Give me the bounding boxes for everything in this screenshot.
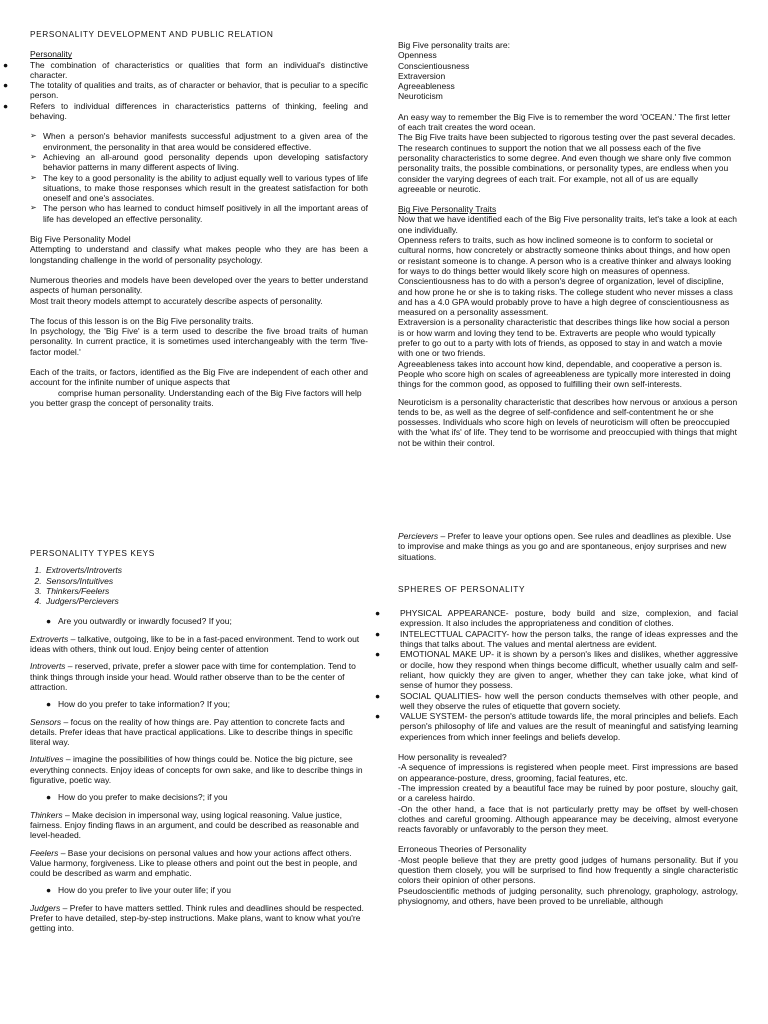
revealed-heading: How personality is revealed?: [398, 752, 507, 763]
paragraph: An easy way to remember the Big Five is to remember the word 'OCEAN.' The first letter of each trait creates the word ocean.: [398, 111, 731, 133]
types-keys-heading: PERSONALITY TYPES KEYS: [30, 548, 155, 558]
paragraph: comprise human personality. Understanding each of the Big Five factors will help you better grasp the concept of personality traits.: [30, 387, 362, 408]
list-item: ● VALUE SYSTEM- the person's attitude towards life, the moral principles and beliefs. Each person's philosophy of life and values are the result of meaningful and satisfying learning experiences from which inner feelings and beliefs develop.: [375, 711, 738, 742]
paragraph: Each of the traits, or factors, identified as the Big Five are independent of each other and account for the infinite number of unique aspects that: [30, 367, 368, 388]
paragraph: Feelers – Base your decisions on personal values and how your actions affect others. Value harmony, forgiveness. Like to please others and point out the best in people, and could be described as warm and emphatic.: [30, 847, 358, 879]
paragraph: Percievers – Prefer to leave your options open. See rules and deadlines as plexible. Use to improvise and make things as you go and are spontaneous, enjoy surprises and new situations.: [398, 531, 732, 562]
paragraph: Sensors – focus on the reality of how things are. Pay attention to concrete facts and details. Prefer ideas that have practical applications. Like to describe things in specific literal way.: [30, 716, 353, 748]
column-top-left: [3, 29, 368, 408]
list-item: ● INTELECTTUAL CAPACITY- how the person talks, the range of ideas expresses and the things that talks about. The values and mental alertness are evident.: [375, 628, 738, 650]
list-item: ● The combination of characteristics or qualities that form an individual's distinctive character.: [3, 59, 368, 80]
big-five-heading: Big Five Personality Model: [30, 234, 131, 245]
paragraph: In psychology, the 'Big Five' is a term used to describe the five broad traits of human personality. In current practice, it is sometimes used interchangeably with the term 'five-factor model.': [30, 326, 368, 357]
list-item: 1. Extroverts/Introverts: [44, 565, 368, 575]
list-item: ● SOCIAL QUALITIES- how well the person conducts themselves with other people, and well they observe the rules of etiquette that govern society.: [375, 690, 738, 711]
paragraph: Now that we have identified each of the Big Five personality traits, let's take a look at each one individually.: [398, 214, 737, 235]
paragraph: Extroverts – talkative, outgoing, like to be in a fast-paced environment. Tend to work out ideas with others, think out loud. Enjoy being center of attention: [30, 633, 360, 655]
list-item: ● EMOTIONAL MAKE UP- it is shown by a person's likes and dislikes, whether aggressive or docile, how they respond when things become difficult, whether usually calm and self-reliant, how quickly they are given to anger, whether they can take joke, what kind of sense of humor they possess.: [375, 649, 738, 691]
list-item: 4. Judgers/Percievers: [44, 596, 368, 606]
paragraph: Attempting to understand and classify what makes people who they are has been a longstanding challenge in the world of personality psychology.: [30, 244, 368, 265]
column-bottom-right: [375, 531, 738, 906]
question-item: ● Are you outwardly or inwardly focused? If you;: [46, 616, 232, 627]
question-item: ● How do you prefer to take information? If you;: [46, 699, 230, 710]
paragraph: Introverts – reserved, private, prefer a slower pace with time for contemplation. Tend to think things through inside your head. Would rather observe than to be the center of attraction.: [30, 661, 356, 692]
paragraph: -The impression created by a beautiful face may be ruined by poor posture, slouchy gait, or a careless hairdo.: [398, 782, 738, 804]
paragraph: Most trait theory models attempt to accurately describe aspects of personality.: [30, 295, 323, 306]
list-item: ➢ Achieving an all-around good personality depends upon developing satisfactory behavior patterns in many different aspects of living.: [30, 151, 368, 173]
question-item: ● How do you prefer to live your outer life; if you: [46, 885, 231, 896]
trait-neuroticism: Neuroticism: [398, 91, 443, 102]
list-item: ➢ The person who has learned to conduct himself positively in all the important areas of life has developed an effective personality.: [30, 203, 368, 224]
paragraph: Numerous theories and models have been developed over the years to better understand aspects of human personality.: [30, 274, 368, 296]
list-item: ● PHYSICAL APPEARANCE- posture, body build and size, complexion, and facial expression. It also includes the appropriateness and condition of clothes.: [375, 608, 738, 629]
paragraph: The Big Five traits have been subjected to rigorous testing over the past several decades. The research continues to support the notion that we all possess each of the five personality characteristics to some degree. And even though we share only five common personality traits, the possible combinations, or personality types, are endless when you consider the varying degrees of each trait. For example, not all of us are equally agreeable or neurotic.: [398, 132, 736, 194]
list-item: ● The totality of qualities and traits, as of character or behavior, that is peculiar to a specific person.: [3, 80, 368, 101]
trait-conscientiousness: Conscientiousness: [398, 60, 470, 71]
paragraph: The focus of this lesson is on the Big Five personality traits.: [30, 315, 254, 326]
paragraph: Extraversion is a personality characteristic that describes things like how social a person is or how warm and loving they tend to be. Extraverts are people who would typically prefer to go out to a party with lots of friends, as opposed to stay in and watch a movie with one or two friends.: [398, 317, 730, 359]
paragraph: Neuroticism is a personality characteristic that describes how nervous or anxious a person tends to be, as well as the degree of self-confidence and self-contentment he or she possesses. Individuals who score high on levels of neuroticism will often be preoccupied with the 'what ifs' of life. They tend to be worrisome and preoccupied with things that might not be within their control.: [398, 396, 738, 448]
paragraph: Agreeableness takes into account how kind, dependable, and cooperative a person is. People who score high on scales of agreeableness are typically more interested in doing things for the common good, as opposed to fulfilling their own self-interests.: [398, 358, 731, 390]
keys-list: [30, 565, 368, 606]
paragraph: Thinkers – Make decision in impersonal way, using logical reasoning. Value justice, fairness. Enjoy finding flaws in an argument, and could be described as reasonable and level-headed.: [30, 809, 359, 841]
personality-heading: Personality: [30, 49, 73, 60]
paragraph: -On the other hand, a face that is not particularly pretty may be offset by well-chosen clothes and careful grooming. Although appearance may be deceiving, almost everyone reacts favorably or unfavorably to the person they meet.: [398, 803, 738, 835]
trait-openness: Openness: [398, 50, 437, 61]
document-title: PERSONALITY DEVELOPMENT AND PUBLIC RELATION: [30, 29, 274, 39]
list-item: ➢ The key to a good personality is the ability to adjust equally well to various types of life situations, to make those responses which result in the greatest satisfaction for both oneself and one's associates.: [30, 172, 368, 204]
column-top-right: [398, 40, 738, 448]
list-item: ➢ When a person's behavior manifests successful adjustment to a given area of the environment, the personality in that area would be considered effective.: [30, 131, 368, 152]
list-item: ● Refers to individual differences in characteristics patterns of thinking, feeling and behaving.: [3, 100, 368, 122]
paragraph: Pseudoscientific methods of judging personality, such phrenology, graphology, astrology, physiognomy, and others, have been proved to be unreliable, although: [398, 885, 738, 906]
spheres-heading: SPHERES OF PERSONALITY: [398, 583, 526, 594]
list-item: 2. Sensors/Intuitives: [44, 576, 368, 586]
list-item: 3. Thinkers/Feelers: [44, 586, 368, 596]
erroneous-heading: Erroneous Theories of Personality: [398, 844, 527, 855]
paragraph: Judgers – Prefer to have matters settled. Think rules and deadlines should be respected. Prefer to have detailed, step-by-step instructions. Make plans, want to know what you're getting into.: [30, 902, 364, 934]
paragraph: -Most people believe that they are pretty good judges of humans personality. But if you question them closely, you will be surprised to find how frequently a single characteristic colors their opinion of other persons.: [398, 854, 738, 886]
paragraph: Openness refers to traits, such as how inclined someone is to conform to societal or cultural norms, how concretely or abstractly someone thinks about things, and how open or resistant someone is to change. A person who is a creative thinker and always looking for ways to do things better would likely score high on measures of openness.: [398, 235, 732, 276]
paragraph: Intuitives – imagine the possibilities of how things could be. Notice the big picture, see everything connects. Enjoy ideas of concepts for own sake, and like to describe things in figurative, poetic way.: [30, 754, 363, 786]
traits-intro: Big Five personality traits are:: [398, 40, 510, 50]
paragraph: -A sequence of impressions is registered when people meet. First impressions are based on appearance-posture, dress, grooming, facial features, etc.: [398, 762, 738, 783]
paragraph: Conscientiousness has to do with a person's degree of organization, level of discipline, and how prone he or she is to taking risks. The college student who never misses a class and has a 4.0 GPA would probably prove to have a high degree of conscientiousness as measured on a personality assessment.: [398, 276, 733, 318]
column-bottom-left: [30, 548, 368, 934]
trait-agreeableness: Agreeableness: [398, 81, 455, 92]
question-item: ● How do you prefer to make decisions?; if you: [46, 792, 228, 803]
trait-extraversion: Extraversion: [398, 70, 446, 81]
traits-heading: Big Five Personality Traits: [398, 204, 497, 215]
